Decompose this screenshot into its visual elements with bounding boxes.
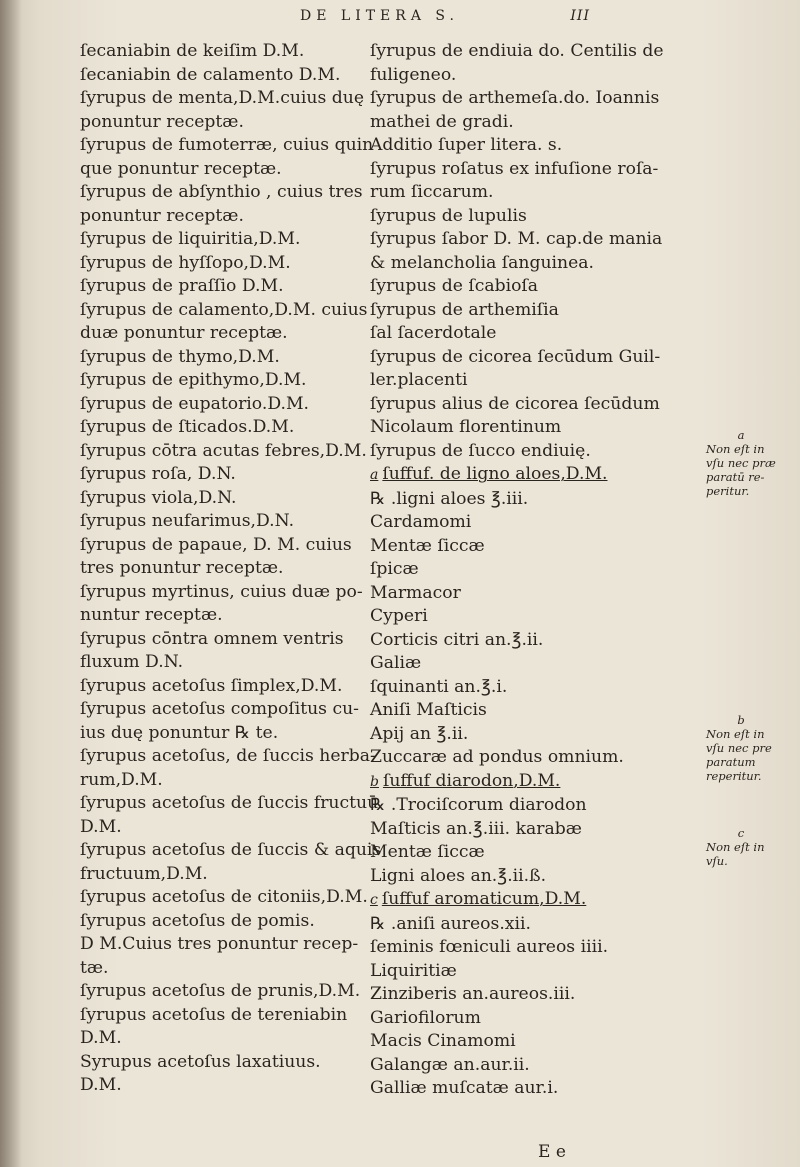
line-text: ℞ .aniſi aureos.xii.	[370, 913, 531, 934]
line-text: Cyperi	[370, 606, 428, 626]
line-text: mathei de gradi.	[370, 111, 514, 132]
text-line	[80, 205, 355, 229]
margin-note-line: Non eſt in	[706, 442, 765, 456]
text-line	[370, 652, 662, 676]
line-text: Apij an ℥.ii.	[370, 723, 469, 744]
text-line	[80, 1027, 355, 1051]
line-text: ſuffuf aromaticum,D.M.	[381, 889, 587, 909]
line-text: Corticis citri an.℥.ii.	[370, 629, 544, 650]
margin-note-letter: b	[737, 713, 745, 727]
line-text: ℞ .Trociſcorum diarodon	[370, 795, 587, 815]
line-text: ſyrupus acetoſus de citoniis,D.M.	[80, 887, 368, 907]
line-text: ſyrupus acetoſus de prunis,D.M.	[80, 981, 361, 1001]
line-text: D.M.	[80, 1075, 122, 1095]
left-column	[80, 40, 382, 1098]
line-text: ſyrupus de eupatorio.D.M.	[80, 393, 310, 414]
text-line	[80, 886, 368, 910]
line-text: ſyrupus de menta,D.M.cuius duę	[80, 88, 364, 108]
text-line	[80, 769, 355, 793]
text-line	[370, 488, 662, 512]
text-line	[370, 416, 662, 440]
line-text: ſyrupus myrtinus, cuius duæ po-	[80, 581, 363, 602]
text-line	[370, 393, 662, 417]
text-line	[80, 722, 355, 746]
line-text: Galiæ	[370, 653, 422, 673]
line-text: ſyrupus de arthemiſia	[370, 299, 559, 320]
line-text: tres ponuntur receptæ.	[80, 558, 284, 578]
line-text: ſyrupus de ſticados.D.M.	[80, 417, 295, 437]
text-line	[370, 181, 662, 205]
line-text: ſyrupus de liquiritia,D.M.	[80, 229, 301, 249]
line-text: ſyrupus de ſcabioſa	[370, 276, 539, 296]
line-text: ſyrupus acetoſus de ſuccis & aquis	[80, 840, 382, 860]
text-line	[370, 299, 662, 323]
text-line	[370, 794, 662, 818]
line-text: Galliæ muſcatæ aur.i.	[370, 1078, 559, 1098]
line-text: ſyrupus de praſſio D.M.	[80, 276, 284, 296]
text-line	[80, 933, 359, 957]
line-text: ſquinanti an.℥.i.	[370, 676, 508, 697]
text-line	[370, 369, 662, 393]
text-line	[80, 40, 355, 64]
text-line	[370, 252, 662, 276]
margin-note	[706, 713, 796, 783]
line-text: D.M.	[80, 1028, 122, 1048]
line-text: Macis Cinamomi	[370, 1031, 516, 1051]
line-text: Mentæ ſiccæ	[370, 842, 485, 862]
text-line	[80, 816, 355, 840]
line-text: ſyrupus acetoſus, de ſuccis herba-	[80, 746, 376, 766]
line-text: ſuffuf. de ligno aloes,D.M.	[382, 464, 608, 484]
margin-note-line: Non eſt in	[706, 727, 765, 741]
margin-note-line: paratum	[706, 755, 756, 769]
margin-note-line: paratū re-	[706, 470, 765, 484]
line-text: fuligeneo.	[370, 64, 457, 85]
line-text: rum ſiccarum.	[370, 182, 494, 202]
line-text: ſyrupus acetoſus de tereniabin	[80, 1004, 348, 1025]
text-line	[370, 841, 662, 865]
line-text: ſyrupus cōntra omnem ventris	[80, 628, 344, 649]
text-line	[80, 863, 355, 887]
text-line	[370, 511, 662, 535]
text-line	[80, 980, 361, 1004]
text-line	[370, 346, 662, 370]
running-head	[300, 8, 600, 32]
margin-note-letter: c	[737, 826, 745, 840]
text-line	[80, 487, 355, 511]
line-text: tæ.	[80, 957, 109, 978]
text-line	[80, 1074, 355, 1098]
right-column	[370, 40, 662, 1101]
line-text: ſyrupus roſatus ex infuſione roſa-	[370, 158, 659, 179]
text-line	[80, 158, 355, 182]
line-text: rum,D.M.	[80, 769, 163, 790]
line-text: Nicolaum florentinum	[370, 417, 562, 437]
text-line	[370, 228, 662, 252]
line-text: fluxum D.N.	[80, 652, 184, 672]
text-line	[370, 913, 662, 937]
margin-note-letter: a	[737, 428, 745, 442]
text-line	[370, 134, 662, 158]
line-text: ius duę ponuntur ℞ te.	[80, 722, 279, 743]
text-line	[80, 252, 355, 276]
line-text: Liquiritiæ	[370, 960, 457, 981]
line-text: ſyrupus de calamento,D.M. cuius	[80, 299, 368, 320]
line-text: ſyrupus de hyſſopo,D.M.	[80, 252, 291, 273]
text-line	[80, 604, 355, 628]
line-text: Ligni aloes an.℥.ii.ß.	[370, 865, 547, 886]
line-text: ſecaniabin de keiſim D.M.	[80, 41, 305, 61]
line-text: Galangæ an.aur.ii.	[370, 1054, 530, 1075]
text-line	[80, 393, 355, 417]
text-line	[80, 369, 355, 393]
line-text: ſyrupus de lupulis	[370, 205, 527, 226]
text-line	[80, 228, 355, 252]
line-text: ſyrupus alius de cicorea ſecūdum	[370, 393, 660, 414]
line-text: Mentæ ſiccæ	[370, 535, 485, 556]
line-text: ſyrupus de abſynthio , cuius tres	[80, 182, 363, 202]
note-reference: b	[370, 773, 379, 790]
line-text: ſyrupus de thymo,D.M.	[80, 346, 280, 367]
text-line	[370, 746, 662, 770]
line-text: ponuntur receptæ.	[80, 205, 244, 226]
line-text: Marmacor	[370, 582, 461, 603]
text-line	[80, 745, 376, 769]
line-text: ſyrupus de fumoterræ, cuius quin	[80, 135, 374, 155]
text-line	[80, 534, 355, 558]
text-line	[80, 628, 355, 652]
text-line	[80, 64, 355, 88]
text-line	[80, 1004, 355, 1028]
text-line	[80, 181, 363, 205]
gutter-shadow	[0, 0, 22, 1167]
text-line	[370, 111, 662, 135]
line-text: ſyrupus de arthemeſa.do. Ioannis	[370, 88, 660, 108]
line-text: ſpicæ	[370, 559, 419, 579]
line-text: D.M.	[80, 816, 122, 837]
catchword: E e	[538, 1142, 566, 1162]
text-line	[80, 510, 355, 534]
text-line	[80, 87, 364, 111]
text-line	[80, 957, 355, 981]
running-head-title: DE LITERA S.	[300, 8, 459, 24]
margin-note-line: peritur.	[706, 484, 750, 498]
line-text: ſyrupus acetoſus ſimplex,D.M.	[80, 675, 343, 696]
text-line	[370, 723, 662, 747]
text-line	[80, 275, 355, 299]
line-text: & melancholia ſanguinea.	[370, 252, 594, 273]
margin-note	[706, 826, 796, 868]
line-text: duæ ponuntur receptæ.	[80, 323, 288, 343]
line-text: ſyrupus acetoſus de ſuccis fructuū	[80, 793, 379, 813]
line-text: ſyrupus ſabor D. M. cap.de mania	[370, 229, 663, 249]
line-text: ſyrupus acetoſus de pomis.	[80, 910, 315, 931]
margin-note-line: vſu.	[706, 854, 728, 868]
text-line	[370, 275, 662, 299]
line-text: ſyrupus neufarimus,D.N.	[80, 511, 295, 531]
text-line	[80, 557, 355, 581]
text-line	[370, 1054, 662, 1078]
text-line	[370, 676, 662, 700]
text-line	[370, 440, 662, 464]
text-line	[370, 699, 662, 723]
text-line	[370, 936, 662, 960]
line-text: Syrupus acetoſus laxatiuus.	[80, 1051, 321, 1072]
text-line	[80, 346, 355, 370]
text-line	[80, 463, 355, 487]
margin-note-line: vſu nec præ	[706, 456, 776, 470]
text-line	[370, 582, 662, 606]
line-text: Zuccaræ ad pondus omnium.	[370, 747, 624, 767]
line-text: ſeminis fœniculi aureos iiii.	[370, 937, 609, 957]
folio-number: III	[570, 8, 590, 24]
line-text: ſyrupus cōtra acutas febres,D.M.	[80, 440, 367, 461]
line-text: D M.Cuius tres ponuntur recep-	[80, 934, 359, 954]
text-line	[370, 865, 662, 889]
line-text: Maſticis an.℥.iii. karabæ	[370, 818, 582, 839]
line-text: nuntur receptæ.	[80, 605, 223, 625]
note-reference: c	[370, 892, 378, 908]
line-text: ſyrupus viola,D.N.	[80, 487, 237, 508]
margin-note-line: Non eſt in	[706, 840, 765, 854]
text-line	[370, 818, 662, 842]
text-line	[370, 888, 662, 913]
text-line	[370, 1030, 662, 1054]
text-line	[80, 581, 363, 605]
line-text: ℞ .ligni aloes ℥.iii.	[370, 488, 529, 509]
text-line	[370, 535, 662, 559]
line-text: Aniſi Maſticis	[370, 700, 487, 720]
line-text: ler.placenti	[370, 370, 468, 390]
text-line	[80, 698, 359, 722]
margin-note-line: vſu nec pre	[706, 741, 772, 755]
line-text: ſyrupus de cicorea ſecūdum Guil-	[370, 346, 661, 367]
text-line	[370, 629, 662, 653]
line-text: que ponuntur receptæ.	[80, 158, 282, 179]
text-line	[370, 40, 662, 64]
text-line	[370, 463, 662, 488]
line-text: Gariofilorum	[370, 1007, 481, 1028]
text-line	[80, 322, 355, 346]
text-line	[370, 64, 662, 88]
text-line	[80, 675, 355, 699]
line-text: ſyrupus de endiuia do. Centilis de	[370, 41, 664, 61]
text-line	[80, 839, 382, 863]
line-text: ſyrupus acetoſus compoſitus cu-	[80, 699, 359, 719]
line-text: fructuum,D.M.	[80, 863, 208, 884]
line-text: ſyrupus de papaue, D. M. cuius	[80, 534, 352, 555]
text-line	[370, 983, 662, 1007]
line-text: Additio ſuper litera. s.	[370, 135, 563, 155]
text-line	[80, 910, 355, 934]
margin-note	[706, 428, 796, 498]
text-line	[80, 440, 367, 464]
text-line	[370, 87, 662, 111]
note-reference: a	[370, 467, 379, 483]
line-text: ſyrupus de ſucco endiuię.	[370, 440, 591, 461]
line-text: Cardamomi	[370, 512, 472, 532]
line-text: ſyrupus roſa, D.N.	[80, 464, 236, 484]
line-text: ſal ſacerdotale	[370, 323, 497, 343]
margin-note-line: reperitur.	[706, 769, 762, 783]
text-line	[80, 1051, 355, 1075]
text-line	[370, 1077, 662, 1101]
text-line	[370, 605, 662, 629]
text-line	[370, 558, 662, 582]
text-line	[370, 205, 662, 229]
text-line	[370, 158, 662, 182]
line-text: ſuffuf diarodon,D.M.	[382, 770, 561, 791]
text-line	[80, 651, 355, 675]
text-line	[80, 299, 368, 323]
text-line	[370, 960, 662, 984]
text-line	[80, 416, 355, 440]
text-line	[80, 111, 355, 135]
text-line	[80, 792, 379, 816]
text-line	[80, 134, 374, 158]
line-text: ponuntur receptæ.	[80, 111, 244, 132]
line-text: Zinziberis an.aureos.iii.	[370, 984, 576, 1004]
text-line	[370, 322, 662, 346]
text-line	[370, 1007, 662, 1031]
line-text: ſyrupus de epithymo,D.M.	[80, 370, 307, 390]
line-text: ſecaniabin de calamento D.M.	[80, 64, 341, 85]
text-line	[370, 770, 662, 795]
